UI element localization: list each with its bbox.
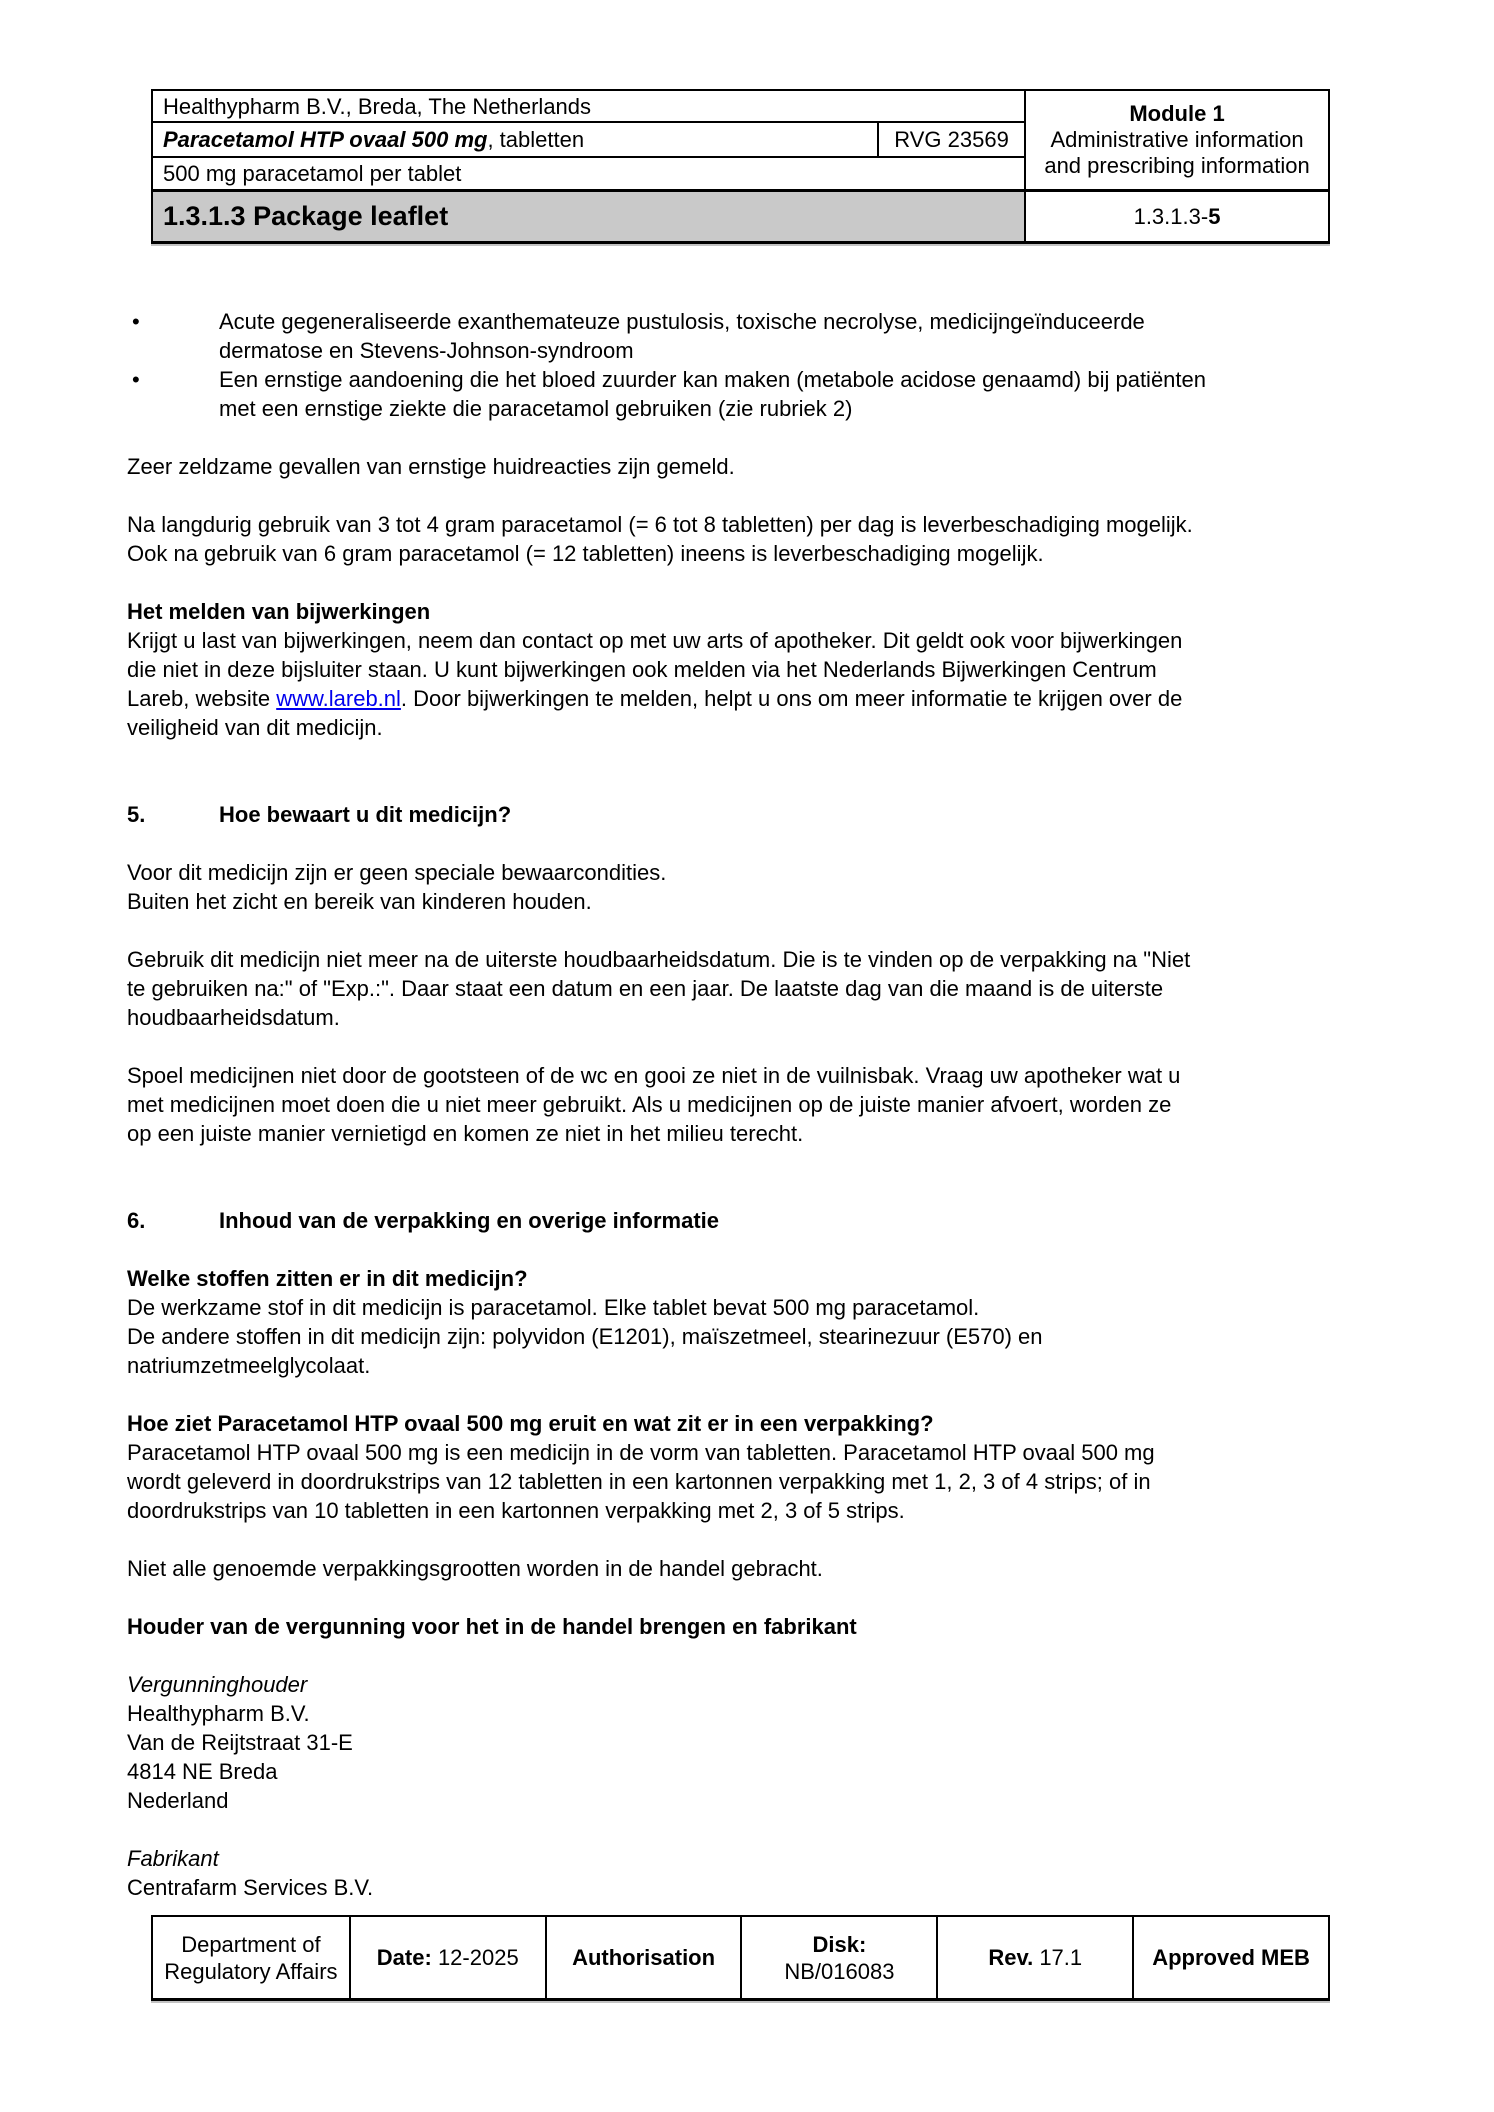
authorisation-label: Authorisation <box>572 1945 716 1970</box>
mah-heading: Houder van de vergunning voor het in de handel brengen en fabrikant <box>127 1614 857 1639</box>
department-line2: Regulatory Affairs <box>164 1958 338 1984</box>
composition-section <box>127 1264 1397 1380</box>
date-label: Date: <box>376 1945 432 1970</box>
department-line1: Department of <box>181 1931 321 1957</box>
list-item <box>127 365 1397 423</box>
module-line1: Administrative information <box>1050 127 1304 152</box>
reporting-heading: Het melden van bijwerkingen <box>127 599 431 624</box>
section-6-number: 6. <box>127 1208 146 1233</box>
footer-date-cell <box>349 1917 545 1998</box>
reporting-text-last-line: veiligheid van dit medicijn. <box>127 715 383 740</box>
paragraph-liver-damage: Na langdurig gebruik van 3 tot 4 gram paracetamol (= 6 tot 8 tabletten) per dag is leverbeschadiging mogelijk. Ook na gebruik van 6 gram paracetamol (= 12 tabletten) ineens is leverbeschadiging mogelijk. <box>127 512 1193 566</box>
section-5-number: 5. <box>127 802 146 827</box>
paragraph-rare-cases: Zeer zeldzame gevallen van ernstige huidreacties zijn gemeld. <box>127 454 735 479</box>
bullet-icon: • <box>132 309 140 334</box>
document-header-table <box>151 89 1330 244</box>
date-value: 12-2025 <box>437 1945 519 1970</box>
reporting-section <box>127 597 1397 742</box>
disk-value: NB/016083 <box>784 1958 895 1984</box>
paragraph-disposal: Spoel medicijnen niet door de gootsteen of de wc en gooi ze niet in de vuilnisbak. Vraag uw apotheker wat u met medicijnen moet doen die u niet meer gebruikt. Als u medicijnen op de juiste manier afvoert, worden ze op een juiste manier vernietigd en komen ze niet in het milieu terecht. <box>127 1063 1181 1146</box>
paragraph-not-marketed: Niet alle genoemde verpakkingsgrootten worden in de handel gebracht. <box>127 1556 823 1581</box>
paragraph-expiry: Gebruik dit medicijn niet meer na de uiterste houdbaarheidsdatum. Die is te vinden op de verpakking na "Niet te gebruiken na:" of "Exp.:". Daar staat een datum en een jaar. De laatste dag van die maand is de uiterste houdbaarheidsdatum. <box>127 947 1191 1030</box>
section-5-heading <box>127 800 1397 829</box>
reporting-link-line <box>127 684 1397 713</box>
product-row <box>153 123 1024 158</box>
reporting-text-after-link: . Door bijwerkingen te melden, helpt u ons om meer informatie te krijgen over de <box>400 686 1183 711</box>
bullet-text: Acute gegeneraliseerde exanthemateuze pustulosis, toxische necrolyse, medicijngeïnduceerde dermatose en Stevens-Johnson-syndroom <box>219 309 1145 363</box>
manufacturer-block <box>127 1844 1397 1902</box>
product-form: , tabletten <box>487 127 585 152</box>
footer-authorisation-cell <box>545 1917 741 1998</box>
section-6-title: Inhoud van de verpakking en overige informatie <box>219 1208 720 1233</box>
company-name: Healthypharm B.V., Breda, The Netherlands <box>153 91 1024 123</box>
footer-revision-cell <box>936 1917 1132 1998</box>
mah-label: Vergunninghouder <box>127 1672 308 1697</box>
appearance-text: Paracetamol HTP ovaal 500 mg is een medicijn in de vorm van tabletten. Paracetamol HTP ovaal 500 mg wordt geleverd in doordrukstrips van 12 tabletten in een kartonnen verpakking met 1, 2, 3 of 4 strips; of in doordrukstrips van 10 tabletten in een kartonnen verpakking met 2, 3 of 5 strips. <box>127 1440 1155 1523</box>
manufacturer-name: Centrafarm Services B.V. <box>127 1875 374 1900</box>
page-ref-number: 5 <box>1208 204 1221 229</box>
rev-value: 17.1 <box>1039 1945 1083 1970</box>
side-effects-bullet-list <box>127 307 1397 423</box>
page-reference <box>1024 189 1328 241</box>
disk-label: Disk: <box>812 1931 867 1957</box>
manufacturer-label: Fabrikant <box>127 1846 219 1871</box>
product-title <box>153 123 877 156</box>
reporting-text: Krijgt u last van bijwerkingen, neem dan contact op met uw arts of apotheker. Dit geldt ook voor bijwerkingen die niet in deze bijsluiter staan. U kunt bijwerkingen ook melden via het Nederlands Bijwerkingen Centrum <box>127 628 1183 682</box>
product-strength: 500 mg paracetamol per tablet <box>163 161 462 186</box>
section-5-title: Hoe bewaart u dit medicijn? <box>219 802 512 827</box>
rvg-number: RVG 23569 <box>877 123 1024 156</box>
footer-approved-cell <box>1132 1917 1328 1998</box>
bullet-text: Een ernstige aandoening die het bloed zuurder kan maken (metabole acidose genaamd) bij patiënten met een ernstige ziekte die paracetamol gebruiken (zie rubriek 2) <box>219 367 1207 421</box>
module-info-cell <box>1024 91 1328 189</box>
appearance-section <box>127 1409 1397 1525</box>
composition-text: De werkzame stof in dit medicijn is paracetamol. Elke tablet bevat 500 mg paracetamol. De andere stoffen in dit medicijn zijn: polyvidon (E1201), maïszetmeel, stearinezuur (E570) en natriumzetmeelglycolaat. <box>127 1295 1043 1378</box>
lareb-link[interactable]: www.lareb.nl <box>276 686 401 711</box>
product-name: Paracetamol HTP ovaal 500 mg <box>163 127 488 152</box>
reporting-text-before-link: Lareb, website <box>127 686 277 711</box>
document-body <box>0 307 1397 1902</box>
composition-heading: Welke stoffen zitten er in dit medicijn? <box>127 1266 528 1291</box>
module-title: Module 1 <box>1129 101 1225 126</box>
appearance-heading: Hoe ziet Paracetamol HTP ovaal 500 mg eruit en wat zit er in een verpakking? <box>127 1411 934 1436</box>
rev-label: Rev. <box>988 1945 1034 1970</box>
section-6-heading <box>127 1206 1397 1235</box>
list-item <box>127 307 1397 365</box>
paragraph-storage: Voor dit medicijn zijn er geen speciale bewaarcondities. Buiten het zicht en bereik van kinderen houden. <box>127 860 667 914</box>
footer-department-cell <box>153 1917 349 1998</box>
document-footer-table <box>151 1915 1330 2001</box>
mah-address-block <box>127 1670 1397 1815</box>
footer-disk-cell <box>740 1917 936 1998</box>
module-line2: and prescribing information <box>1044 153 1310 178</box>
bullet-icon: • <box>132 367 140 392</box>
leaflet-section-title: 1.3.1.3 Package leaflet <box>153 189 1024 241</box>
approved-label: Approved MEB <box>1152 1945 1310 1970</box>
mah-address: Healthypharm B.V. Van de Reijtstraat 31-E 4814 NE Breda Nederland <box>127 1701 353 1813</box>
page-ref-prefix: 1.3.1.3- <box>1133 204 1209 229</box>
